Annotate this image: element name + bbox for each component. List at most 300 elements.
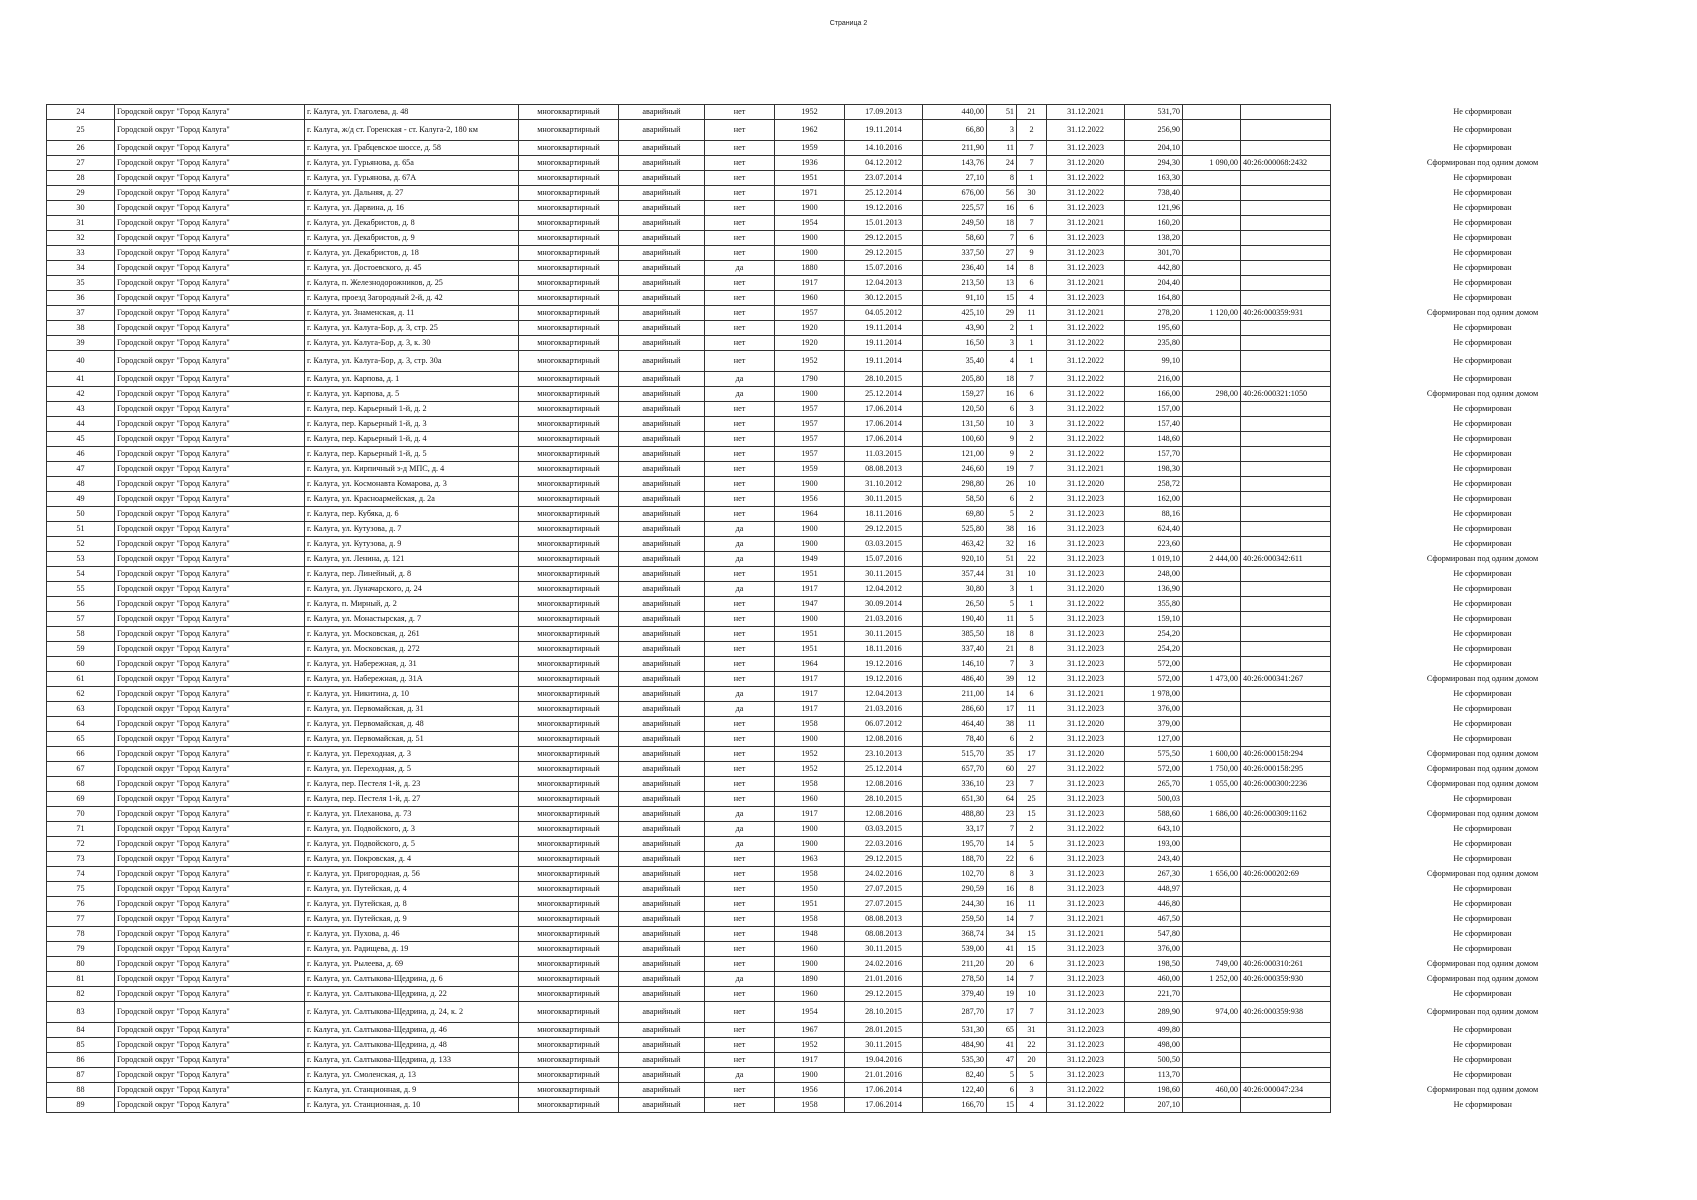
house-type-cell: многоквартирный [519, 432, 619, 447]
land-area-cell [1183, 882, 1241, 897]
address-cell: г. Калуга, ул. Гурьянова, д. 67А [305, 171, 519, 186]
residential-area-cell: 193,00 [1125, 837, 1183, 852]
area-cell: 58,60 [923, 231, 987, 246]
emergency-date-cell: 12.08.2016 [845, 777, 923, 792]
condition-cell: аварийный [619, 462, 705, 477]
residents-count-cell: 16 [987, 882, 1017, 897]
planned-date-cell: 31.12.2020 [1047, 747, 1125, 762]
residential-area-cell: 467,50 [1125, 912, 1183, 927]
table-row [47, 522, 1635, 537]
area-cell: 27,10 [923, 171, 987, 186]
land-area-cell [1183, 477, 1241, 492]
row-number: 88 [47, 1083, 115, 1098]
emergency-date-cell: 29.12.2015 [845, 852, 923, 867]
municipality-cell: Городской округ "Город Калуга" [115, 747, 305, 762]
emergency-date-cell: 19.11.2014 [845, 120, 923, 141]
land-area-cell: 1 656,00 [1183, 867, 1241, 882]
condition-cell: аварийный [619, 777, 705, 792]
address-cell: г. Калуга, пер. Кубяка, д. 6 [305, 507, 519, 522]
apartments-count-cell: 2 [1017, 447, 1047, 462]
residential-area-cell: 164,80 [1125, 291, 1183, 306]
residents-count-cell: 64 [987, 792, 1017, 807]
land-area-cell: 1 120,00 [1183, 306, 1241, 321]
residential-area-cell: 572,00 [1125, 657, 1183, 672]
municipality-cell: Городской округ "Город Калуга" [115, 1068, 305, 1083]
cadastral-number-cell [1241, 351, 1331, 372]
planned-date-cell: 31.12.2021 [1047, 105, 1125, 120]
cadastral-number-cell [1241, 657, 1331, 672]
residential-area-cell: 446,80 [1125, 897, 1183, 912]
land-area-cell [1183, 942, 1241, 957]
residents-count-cell: 16 [987, 201, 1017, 216]
area-cell: 486,40 [923, 672, 987, 687]
address-cell: г. Калуга, ул. Рылеева, д. 69 [305, 957, 519, 972]
house-type-cell: многоквартирный [519, 156, 619, 171]
land-area-cell: 1 252,00 [1183, 972, 1241, 987]
land-area-cell [1183, 372, 1241, 387]
area-cell: 464,40 [923, 717, 987, 732]
residents-count-cell: 18 [987, 627, 1017, 642]
land-area-cell [1183, 597, 1241, 612]
table-row [47, 432, 1635, 447]
build-year-cell: 1958 [775, 777, 845, 792]
residential-area-cell: 267,30 [1125, 867, 1183, 882]
house-type-cell: многоквартирный [519, 1098, 619, 1113]
build-year-cell: 1900 [775, 957, 845, 972]
row-number: 87 [47, 1068, 115, 1083]
table-row [47, 141, 1635, 156]
municipality-cell: Городской округ "Город Калуга" [115, 627, 305, 642]
address-cell: г. Калуга, ул. Московская, д. 261 [305, 627, 519, 642]
house-type-cell: многоквартирный [519, 807, 619, 822]
municipality-cell: Городской округ "Город Калуга" [115, 972, 305, 987]
cultural-heritage-cell: да [705, 372, 775, 387]
residents-count-cell: 5 [987, 1068, 1017, 1083]
condition-cell: аварийный [619, 291, 705, 306]
land-status-cell: Не сформирован [1453, 733, 1512, 743]
cultural-heritage-cell: нет [705, 927, 775, 942]
cultural-heritage-cell: нет [705, 777, 775, 792]
row-number: 69 [47, 792, 115, 807]
house-type-cell: многоквартирный [519, 567, 619, 582]
house-type-cell: многоквартирный [519, 702, 619, 717]
municipality-cell: Городской округ "Город Калуга" [115, 807, 305, 822]
address-cell: г. Калуга, ул. Луначарского, д. 24 [305, 582, 519, 597]
build-year-cell: 1952 [775, 1038, 845, 1053]
planned-date-cell: 31.12.2023 [1047, 882, 1125, 897]
condition-cell: аварийный [619, 942, 705, 957]
apartments-count-cell: 7 [1017, 216, 1047, 231]
condition-cell: аварийный [619, 732, 705, 747]
residential-area-cell: 289,90 [1125, 1002, 1183, 1023]
condition-cell: аварийный [619, 807, 705, 822]
residential-area-cell: 163,30 [1125, 171, 1183, 186]
land-status-cell: Не сформирован [1453, 988, 1512, 998]
municipality-cell: Городской округ "Город Калуга" [115, 792, 305, 807]
land-area-cell [1183, 105, 1241, 120]
address-cell: г. Калуга, ул. Подвойского, д. 5 [305, 837, 519, 852]
land-area-cell [1183, 120, 1241, 141]
cadastral-number-cell: 40:26:000342:611 [1241, 552, 1331, 567]
table-row [47, 291, 1635, 306]
area-cell: 43,90 [923, 321, 987, 336]
table-row [47, 987, 1635, 1002]
land-area-cell [1183, 627, 1241, 642]
residential-area-cell: 1 019,10 [1125, 552, 1183, 567]
residential-area-cell: 198,50 [1125, 957, 1183, 972]
row-number: 86 [47, 1053, 115, 1068]
condition-cell: аварийный [619, 372, 705, 387]
emergency-date-cell: 15.07.2016 [845, 261, 923, 276]
cultural-heritage-cell: нет [705, 1098, 775, 1113]
cadastral-number-cell [1241, 687, 1331, 702]
condition-cell: аварийный [619, 897, 705, 912]
cadastral-number-cell [1241, 336, 1331, 351]
area-cell: 337,50 [923, 246, 987, 261]
land-status-cell: Сформирован под одним домом [1426, 958, 1539, 968]
address-cell: г. Калуга, ул. Красноармейская, д. 2а [305, 492, 519, 507]
cadastral-number-cell: 40:26:000309:1162 [1241, 807, 1331, 822]
cadastral-number-cell [1241, 627, 1331, 642]
row-number: 57 [47, 612, 115, 627]
build-year-cell: 1920 [775, 336, 845, 351]
residential-area-cell: 235,80 [1125, 336, 1183, 351]
build-year-cell: 1954 [775, 1002, 845, 1023]
residents-count-cell: 23 [987, 777, 1017, 792]
planned-date-cell: 31.12.2022 [1047, 597, 1125, 612]
row-number: 73 [47, 852, 115, 867]
residential-area-cell: 157,40 [1125, 417, 1183, 432]
planned-date-cell: 31.12.2023 [1047, 1053, 1125, 1068]
emergency-date-cell: 17.06.2014 [845, 1098, 923, 1113]
land-area-cell [1183, 657, 1241, 672]
planned-date-cell: 31.12.2023 [1047, 231, 1125, 246]
cultural-heritage-cell: нет [705, 321, 775, 336]
build-year-cell: 1900 [775, 201, 845, 216]
house-type-cell: многоквартирный [519, 852, 619, 867]
row-number: 78 [47, 927, 115, 942]
planned-date-cell: 31.12.2020 [1047, 477, 1125, 492]
residents-count-cell: 26 [987, 477, 1017, 492]
cadastral-number-cell: 40:26:000202:69 [1241, 867, 1331, 882]
row-number: 60 [47, 657, 115, 672]
address-cell: г. Калуга, пер. Пестеля 1-й, д. 23 [305, 777, 519, 792]
house-type-cell: многоквартирный [519, 387, 619, 402]
cultural-heritage-cell: нет [705, 306, 775, 321]
planned-date-cell: 31.12.2023 [1047, 732, 1125, 747]
land-area-cell [1183, 246, 1241, 261]
planned-date-cell: 31.12.2023 [1047, 261, 1125, 276]
house-type-cell: многоквартирный [519, 777, 619, 792]
house-type-cell: многоквартирный [519, 627, 619, 642]
condition-cell: аварийный [619, 612, 705, 627]
planned-date-cell: 31.12.2023 [1047, 1002, 1125, 1023]
emergency-date-cell: 28.10.2015 [845, 792, 923, 807]
cultural-heritage-cell: нет [705, 447, 775, 462]
residential-area-cell: 138,20 [1125, 231, 1183, 246]
planned-date-cell: 31.12.2020 [1047, 717, 1125, 732]
table-row [47, 552, 1635, 567]
residents-count-cell: 2 [987, 321, 1017, 336]
house-type-cell: многоквартирный [519, 522, 619, 537]
residents-count-cell: 6 [987, 732, 1017, 747]
land-status-cell: Не сформирован [1453, 493, 1512, 503]
municipality-cell: Городской округ "Город Калуга" [115, 657, 305, 672]
area-cell: 91,10 [923, 291, 987, 306]
cultural-heritage-cell: нет [705, 276, 775, 291]
cultural-heritage-cell: нет [705, 567, 775, 582]
condition-cell: аварийный [619, 1023, 705, 1038]
municipality-cell: Городской округ "Город Калуга" [115, 261, 305, 276]
house-type-cell: многоквартирный [519, 1083, 619, 1098]
build-year-cell: 1957 [775, 417, 845, 432]
house-type-cell: многоквартирный [519, 201, 619, 216]
municipality-cell: Городской округ "Город Калуга" [115, 957, 305, 972]
build-year-cell: 1964 [775, 507, 845, 522]
emergency-date-cell: 29.12.2015 [845, 522, 923, 537]
residents-count-cell: 31 [987, 567, 1017, 582]
area-cell: 195,70 [923, 837, 987, 852]
planned-date-cell: 31.12.2021 [1047, 306, 1125, 321]
address-cell: г. Калуга, ул. Калуга-Бор, д. 3, стр. 25 [305, 321, 519, 336]
house-type-cell: многоквартирный [519, 1002, 619, 1023]
table-row [47, 612, 1635, 627]
land-status-cell: Сформирован под одним домом [1426, 553, 1539, 563]
row-number: 82 [47, 987, 115, 1002]
land-area-cell: 460,00 [1183, 1083, 1241, 1098]
address-cell: г. Калуга, ул. Радищева, д. 19 [305, 942, 519, 957]
row-number: 34 [47, 261, 115, 276]
apartments-count-cell: 10 [1017, 567, 1047, 582]
address-cell: г. Калуга, ул. Путейская, д. 4 [305, 882, 519, 897]
build-year-cell: 1947 [775, 597, 845, 612]
table-row [47, 972, 1635, 987]
table-row [47, 336, 1635, 351]
land-area-cell [1183, 567, 1241, 582]
row-number: 35 [47, 276, 115, 291]
land-area-cell [1183, 447, 1241, 462]
land-status-cell: Сформирован под одним домом [1426, 673, 1539, 683]
row-number: 51 [47, 522, 115, 537]
apartments-count-cell: 2 [1017, 507, 1047, 522]
house-type-cell: многоквартирный [519, 120, 619, 141]
land-status-cell: Не сформирован [1453, 703, 1512, 713]
cultural-heritage-cell: да [705, 387, 775, 402]
cultural-heritage-cell: нет [705, 201, 775, 216]
municipality-cell: Городской округ "Город Калуга" [115, 105, 305, 120]
municipality-cell: Городской округ "Город Калуга" [115, 717, 305, 732]
land-status-cell: Не сформирован [1453, 355, 1512, 365]
planned-date-cell: 31.12.2022 [1047, 120, 1125, 141]
area-cell: 58,50 [923, 492, 987, 507]
residential-area-cell: 195,60 [1125, 321, 1183, 336]
land-status-cell: Не сформирован [1453, 643, 1512, 653]
municipality-cell: Городской округ "Город Калуга" [115, 927, 305, 942]
land-area-cell [1183, 171, 1241, 186]
cultural-heritage-cell: да [705, 537, 775, 552]
condition-cell: аварийный [619, 702, 705, 717]
municipality-cell: Городской округ "Город Калуга" [115, 897, 305, 912]
land-status-cell: Не сформирован [1453, 658, 1512, 668]
emergency-date-cell: 19.12.2016 [845, 201, 923, 216]
cadastral-number-cell [1241, 462, 1331, 477]
cultural-heritage-cell: нет [705, 231, 775, 246]
land-status-cell: Не сформирован [1453, 1024, 1512, 1034]
municipality-cell: Городской округ "Город Калуга" [115, 231, 305, 246]
emergency-date-cell: 21.03.2016 [845, 612, 923, 627]
emergency-date-cell: 18.11.2016 [845, 507, 923, 522]
residential-area-cell: 265,70 [1125, 777, 1183, 792]
condition-cell: аварийный [619, 912, 705, 927]
area-cell: 244,30 [923, 897, 987, 912]
table-row [47, 642, 1635, 657]
apartments-count-cell: 6 [1017, 957, 1047, 972]
cultural-heritage-cell: нет [705, 336, 775, 351]
table-row [47, 927, 1635, 942]
house-type-cell: многоквартирный [519, 552, 619, 567]
housing-table [46, 104, 1635, 1113]
area-cell: 515,70 [923, 747, 987, 762]
emergency-date-cell: 28.10.2015 [845, 1002, 923, 1023]
cultural-heritage-cell: нет [705, 717, 775, 732]
area-cell: 225,57 [923, 201, 987, 216]
municipality-cell: Городской округ "Город Калуга" [115, 942, 305, 957]
emergency-date-cell: 30.11.2015 [845, 492, 923, 507]
land-area-cell: 1 686,00 [1183, 807, 1241, 822]
address-cell: г. Калуга, ул. Путейская, д. 9 [305, 912, 519, 927]
cultural-heritage-cell: нет [705, 1002, 775, 1023]
residents-count-cell: 7 [987, 657, 1017, 672]
row-number: 48 [47, 477, 115, 492]
land-area-cell [1183, 1098, 1241, 1113]
build-year-cell: 1900 [775, 477, 845, 492]
land-status-cell: Сформирован под одним домом [1426, 973, 1539, 983]
address-cell: г. Калуга, ул. Московская, д. 272 [305, 642, 519, 657]
table-body [47, 105, 1635, 1113]
apartments-count-cell: 10 [1017, 477, 1047, 492]
table-row [47, 537, 1635, 552]
build-year-cell: 1952 [775, 747, 845, 762]
table-row [47, 261, 1635, 276]
cadastral-number-cell [1241, 402, 1331, 417]
row-number: 41 [47, 372, 115, 387]
build-year-cell: 1949 [775, 552, 845, 567]
address-cell: г. Калуга, ул. Переходная, д. 3 [305, 747, 519, 762]
cultural-heritage-cell: нет [705, 912, 775, 927]
residents-count-cell: 27 [987, 246, 1017, 261]
apartments-count-cell: 11 [1017, 717, 1047, 732]
apartments-count-cell: 2 [1017, 492, 1047, 507]
land-status-cell: Сформирован под одним домом [1426, 808, 1539, 818]
cadastral-number-cell [1241, 186, 1331, 201]
address-cell: г. Калуга, ул. Космонавта Комарова, д. 3 [305, 477, 519, 492]
emergency-date-cell: 30.12.2015 [845, 291, 923, 306]
planned-date-cell: 31.12.2022 [1047, 417, 1125, 432]
table-row [47, 447, 1635, 462]
emergency-date-cell: 19.11.2014 [845, 351, 923, 372]
house-type-cell: многоквартирный [519, 492, 619, 507]
land-area-cell [1183, 642, 1241, 657]
residents-count-cell: 39 [987, 672, 1017, 687]
row-number: 55 [47, 582, 115, 597]
land-area-cell [1183, 1053, 1241, 1068]
residents-count-cell: 24 [987, 156, 1017, 171]
apartments-count-cell: 7 [1017, 1002, 1047, 1023]
land-area-cell [1183, 417, 1241, 432]
build-year-cell: 1900 [775, 231, 845, 246]
residents-count-cell: 6 [987, 402, 1017, 417]
house-type-cell: многоквартирный [519, 612, 619, 627]
apartments-count-cell: 3 [1017, 867, 1047, 882]
residential-area-cell: 99,10 [1125, 351, 1183, 372]
apartments-count-cell: 15 [1017, 942, 1047, 957]
planned-date-cell: 31.12.2022 [1047, 336, 1125, 351]
cadastral-number-cell [1241, 231, 1331, 246]
condition-cell: аварийный [619, 672, 705, 687]
emergency-date-cell: 30.11.2015 [845, 627, 923, 642]
row-number: 65 [47, 732, 115, 747]
apartments-count-cell: 22 [1017, 1038, 1047, 1053]
table-row [47, 492, 1635, 507]
emergency-date-cell: 23.10.2013 [845, 747, 923, 762]
planned-date-cell: 31.12.2022 [1047, 762, 1125, 777]
residents-count-cell: 41 [987, 1038, 1017, 1053]
row-number: 84 [47, 1023, 115, 1038]
address-cell: г. Калуга, ул. Декабристов, д. 9 [305, 231, 519, 246]
house-type-cell: многоквартирный [519, 216, 619, 231]
residential-area-cell: 531,70 [1125, 105, 1183, 120]
address-cell: г. Калуга, ул. Переходная, д. 5 [305, 762, 519, 777]
land-status-cell: Не сформирован [1453, 418, 1512, 428]
municipality-cell: Городской округ "Город Калуга" [115, 351, 305, 372]
house-type-cell: многоквартирный [519, 972, 619, 987]
municipality-cell: Городской округ "Город Калуга" [115, 837, 305, 852]
table-row [47, 306, 1635, 321]
municipality-cell: Городской округ "Город Калуга" [115, 477, 305, 492]
cultural-heritage-cell: да [705, 702, 775, 717]
cultural-heritage-cell: нет [705, 732, 775, 747]
condition-cell: аварийный [619, 537, 705, 552]
apartments-count-cell: 4 [1017, 1098, 1047, 1113]
row-number: 43 [47, 402, 115, 417]
municipality-cell: Городской округ "Город Калуга" [115, 732, 305, 747]
condition-cell: аварийный [619, 120, 705, 141]
cultural-heritage-cell: нет [705, 612, 775, 627]
emergency-date-cell: 19.12.2016 [845, 672, 923, 687]
address-cell: г. Калуга, ул. Дальняя, д. 27 [305, 186, 519, 201]
emergency-date-cell: 27.07.2015 [845, 897, 923, 912]
build-year-cell: 1959 [775, 462, 845, 477]
municipality-cell: Городской округ "Город Калуга" [115, 291, 305, 306]
residents-count-cell: 14 [987, 687, 1017, 702]
address-cell: г. Калуга, ул. Салтыкова-Щедрина, д. 6 [305, 972, 519, 987]
planned-date-cell: 31.12.2023 [1047, 522, 1125, 537]
area-cell: 535,30 [923, 1053, 987, 1068]
condition-cell: аварийный [619, 105, 705, 120]
residential-area-cell: 204,10 [1125, 141, 1183, 156]
row-number: 79 [47, 942, 115, 957]
address-cell: г. Калуга, ул. Грабцевское шоссе, д. 58 [305, 141, 519, 156]
residential-area-cell: 575,50 [1125, 747, 1183, 762]
land-area-cell [1183, 291, 1241, 306]
emergency-date-cell: 17.09.2013 [845, 105, 923, 120]
land-area-cell [1183, 402, 1241, 417]
emergency-date-cell: 08.08.2013 [845, 927, 923, 942]
build-year-cell: 1971 [775, 186, 845, 201]
area-cell: 484,90 [923, 1038, 987, 1053]
area-cell: 236,40 [923, 261, 987, 276]
house-type-cell: многоквартирный [519, 276, 619, 291]
